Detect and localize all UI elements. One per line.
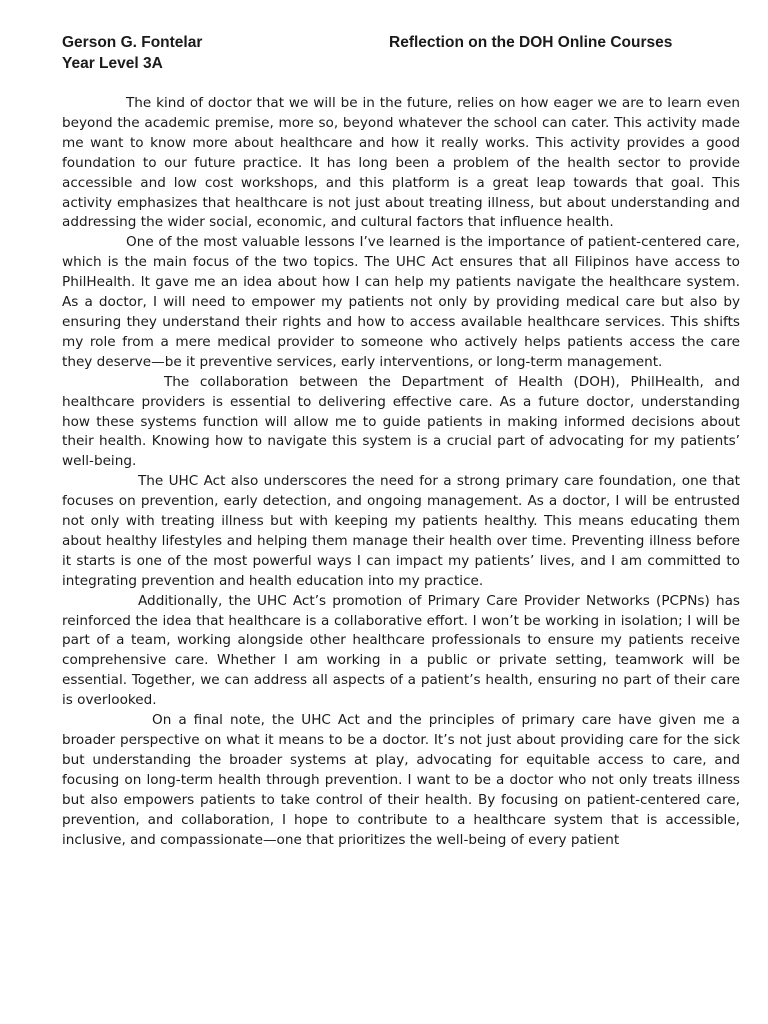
paragraph-2: One of the most valuable lessons I’ve learned is the importance of patient-centered care, which is the main focus of the two topics. The UHC Act ensures that all Filipinos have access to PhilHealth. It gave me an idea about how I can help my patients navigate the healthcare system. As a doctor, I will need to empower my patients not only by providing medical care but also by ensuring they understand their rights and how to access available healthcare services. This shifts my role from a mere medical provider to someone who actively helps patients access the care they deserve—be it preventive services, early interventions, or long-term management. [62, 234, 740, 370]
document-title: Reflection on the DOH Online Courses [389, 34, 673, 51]
paragraph-4: The UHC Act also underscores the need for a strong primary care foundation, one that focuses on prevention, early detection, and ongoing management. As a doctor, I will be entrusted not only with treating illness but with keeping my patients healthy. This means educating them about healthy lifestyles and helping them manage their health over time. Preventing illness before it starts is one of the most powerful ways I can impact my patients’ lives, and I am committed to integrating prevention and health education into my practice. [62, 473, 740, 589]
paragraph-6: On a final note, the UHC Act and the principles of primary care have given me a broader perspective on what it means to be a doctor. It’s not just about providing care for the sick but understanding the broader systems at play, advocating for equitable access to care, and focusing on long-term health through prevention. I want to be a doctor who not only treats illness but also empowers patients to take control of their health. By focusing on patient-centered care, prevention, and collaboration, I hope to contribute to a healthcare system that is accessible, inclusive, and compassionate—one that prioritizes the well-being of every patient [62, 712, 740, 848]
paragraph-1: The kind of doctor that we will be in the future, relies on how eager we are to learn even beyond the academic premise, more so, beyond whatever the school can cater. This activity made me want to know more about healthcare and how it really works. This activity provides a good foundation to our future practice. It has long been a problem of the health sector to provide accessible and low cost workshops, and this platform is a great leap towards that goal. This activity emphasizes that healthcare is not just about treating illness, but about understanding and addressing the wider social, economic, and cultural factors that influence health. [62, 95, 740, 231]
author-name: Gerson G. Fontelar [62, 34, 203, 51]
document-body [62, 94, 740, 850]
paragraph-3: The collaboration between the Department of Health (DOH), PhilHealth, and healthcare providers is essential to delivering effective care. As a future doctor, understanding how these systems function will allow me to guide patients in making informed decisions about their health. Knowing how to navigate this system is a crucial part of advocating for my patients’ well-being. [62, 373, 740, 470]
document-header [62, 32, 740, 74]
document-page [62, 32, 740, 850]
year-level: Year Level 3A [62, 55, 163, 72]
paragraph-5: Additionally, the UHC Act’s promotion of Primary Care Provider Networks (PCPNs) has reinforced the idea that healthcare is a collaborative effort. I won’t be working in isolation; I will be part of a team, working alongside other healthcare professionals to ensure my patients receive comprehensive care. Whether I am working in a public or private setting, teamwork will be essential. Together, we can address all aspects of a patient’s health, ensuring no part of their care is overlooked. [62, 592, 740, 709]
